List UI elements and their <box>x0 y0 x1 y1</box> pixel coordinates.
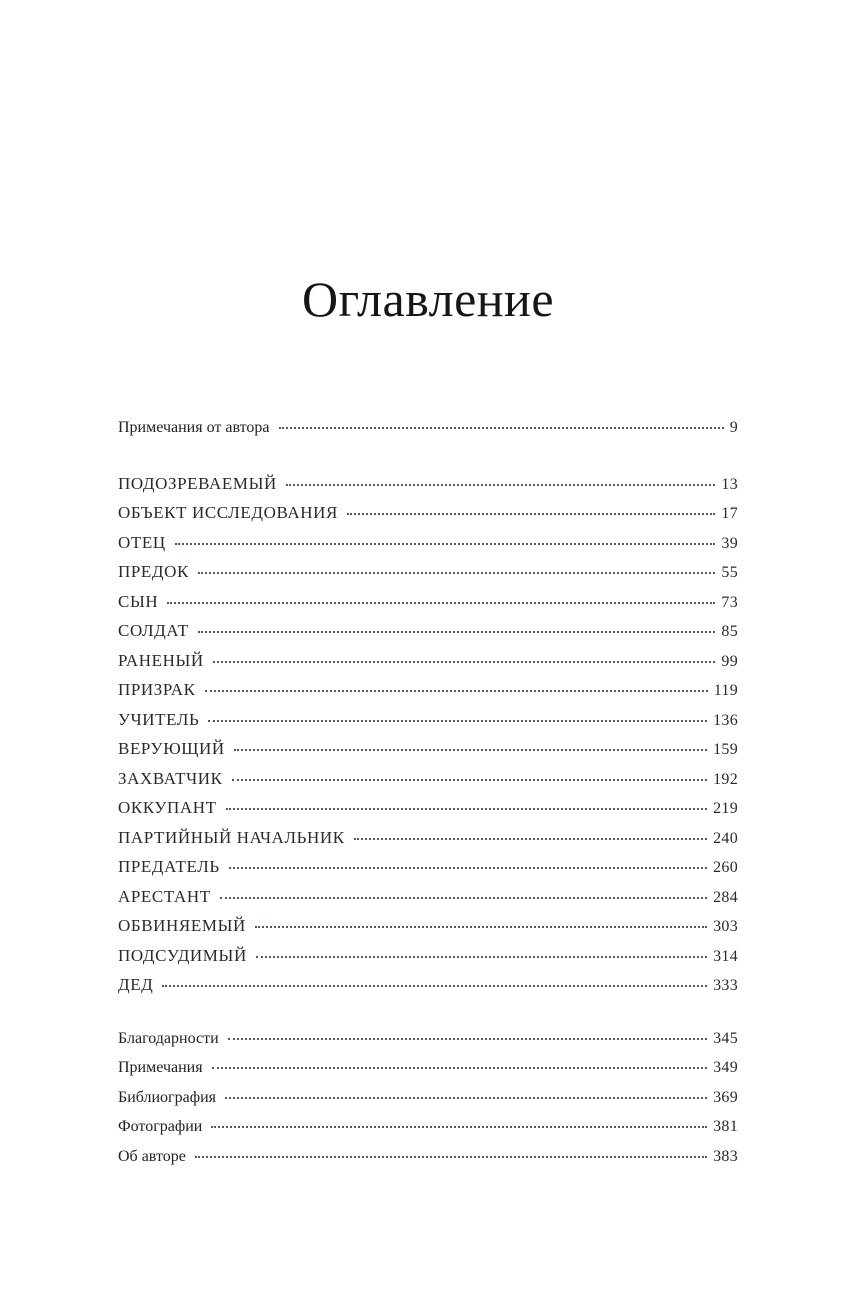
toc-entry <box>118 710 738 740</box>
toc-entry-page: 159 <box>713 741 738 758</box>
toc-entry-page: 136 <box>713 711 738 729</box>
toc-entry-page: 260 <box>713 859 738 876</box>
toc-entry <box>118 621 738 651</box>
toc-entry-page: 240 <box>713 829 738 847</box>
dot-leader <box>220 897 707 899</box>
toc-entry <box>118 857 738 887</box>
toc-entry-page: 17 <box>721 505 738 522</box>
toc-entry-page: 333 <box>713 977 738 994</box>
dot-leader <box>198 572 715 574</box>
toc-entry-label: ПАРТИЙНЫЙ НАЧАЛЬНИК <box>118 827 345 847</box>
toc-entry-page: 13 <box>721 475 738 493</box>
dot-leader <box>162 985 707 987</box>
toc-entry-label: Благодарности <box>118 1029 219 1047</box>
toc-entry-page: 39 <box>721 534 738 552</box>
dot-leader <box>167 602 715 604</box>
toc-entry <box>118 739 738 769</box>
toc-entry <box>118 562 738 592</box>
toc-entry <box>118 503 738 533</box>
toc-entry <box>118 916 738 946</box>
toc-entry <box>118 533 738 563</box>
toc-entry-page: 381 <box>713 1118 738 1135</box>
toc-entry <box>118 1059 738 1089</box>
toc-entry-label: ПОДОЗРЕВАЕМЫЙ <box>118 473 277 493</box>
dot-leader <box>212 1067 708 1069</box>
toc-entry <box>118 798 738 828</box>
toc-entry-label: ПОДСУДИМЫЙ <box>118 945 247 965</box>
toc-entry <box>118 419 738 449</box>
toc-list <box>118 419 738 1177</box>
toc-section-front-matter <box>118 419 738 449</box>
toc-entry-label: ВЕРУЮЩИЙ <box>118 739 225 758</box>
toc-entry-page: 99 <box>721 652 738 670</box>
toc-entry-page: 73 <box>721 593 738 611</box>
dot-leader <box>347 513 715 515</box>
dot-leader <box>232 779 708 781</box>
dot-leader <box>354 838 707 840</box>
dot-leader <box>175 543 716 545</box>
toc-entry-label: УЧИТЕЛЬ <box>118 709 200 729</box>
toc-entry-page: 55 <box>721 564 738 581</box>
dot-leader <box>226 808 707 810</box>
dot-leader <box>225 1097 707 1099</box>
toc-entry-label: ОТЕЦ <box>118 532 166 552</box>
toc-entry <box>118 1030 738 1060</box>
toc-entry <box>118 828 738 858</box>
dot-leader <box>234 749 707 751</box>
toc-entry-page: 383 <box>713 1147 738 1165</box>
dot-leader <box>198 631 716 633</box>
dot-leader <box>208 720 707 722</box>
toc-entry-label: АРЕСТАНТ <box>118 886 211 906</box>
toc-entry <box>118 887 738 917</box>
toc-entry-page: 314 <box>713 947 738 965</box>
toc-entry-label: СОЛДАТ <box>118 621 189 640</box>
toc-entry-label: РАНЕНЫЙ <box>118 650 204 670</box>
toc-entry-label: ПРИЗРАК <box>118 680 196 699</box>
toc-entry-label: Библиография <box>118 1088 216 1106</box>
toc-entry-page: 219 <box>713 800 738 817</box>
dot-leader <box>279 427 724 429</box>
toc-entry <box>118 592 738 622</box>
toc-entry-label: Фотографии <box>118 1118 203 1135</box>
toc-entry <box>118 474 738 504</box>
toc-entry-page: 303 <box>713 918 738 935</box>
dot-leader <box>255 926 707 928</box>
toc-entry-label: ОБВИНЯЕМЫЙ <box>118 916 246 935</box>
dot-leader <box>228 1038 707 1040</box>
toc-entry-page: 349 <box>713 1059 738 1076</box>
dot-leader <box>213 661 716 663</box>
dot-leader <box>256 956 707 958</box>
dot-leader <box>211 1126 707 1128</box>
toc-entry-page: 9 <box>729 419 738 436</box>
toc-entry-page: 345 <box>713 1029 738 1047</box>
toc-entry <box>118 946 738 976</box>
toc-entry-label: Примечания <box>118 1059 203 1076</box>
dot-leader <box>229 867 707 869</box>
toc-entry <box>118 680 738 710</box>
page-title: Оглавление <box>301 271 555 327</box>
toc-entry <box>118 975 738 1005</box>
toc-entry-page: 192 <box>713 770 738 788</box>
toc-entry <box>118 1118 738 1148</box>
toc-entry <box>118 1148 738 1178</box>
toc-entry-label: ДЕД <box>118 975 154 994</box>
toc-entry-label: Примечания от автора <box>118 419 270 436</box>
toc-section-back-matter <box>118 1030 738 1178</box>
toc-entry-label: ПРЕДАТЕЛЬ <box>118 857 220 876</box>
dot-leader <box>195 1156 707 1158</box>
toc-entry-page: 85 <box>721 623 738 640</box>
toc-entry <box>118 651 738 681</box>
toc-entry-page: 284 <box>713 888 738 906</box>
toc-entry-label: ОККУПАНТ <box>118 798 217 817</box>
toc-entry-page: 119 <box>713 682 738 699</box>
toc-entry-label: ПРЕДОК <box>118 562 189 581</box>
toc-entry <box>118 1089 738 1119</box>
dot-leader <box>205 690 708 692</box>
toc-entry-label: СЫН <box>118 591 159 611</box>
toc-entry-label: Об авторе <box>118 1147 186 1165</box>
toc-entry <box>118 769 738 799</box>
toc-entry-label: ЗАХВАТЧИК <box>118 768 223 788</box>
toc-entry-label: ОБЪЕКТ ИССЛЕДОВАНИЯ <box>118 503 338 522</box>
dot-leader <box>286 484 716 486</box>
toc-section-chapters <box>118 474 738 1005</box>
toc-entry-page: 369 <box>713 1088 738 1106</box>
